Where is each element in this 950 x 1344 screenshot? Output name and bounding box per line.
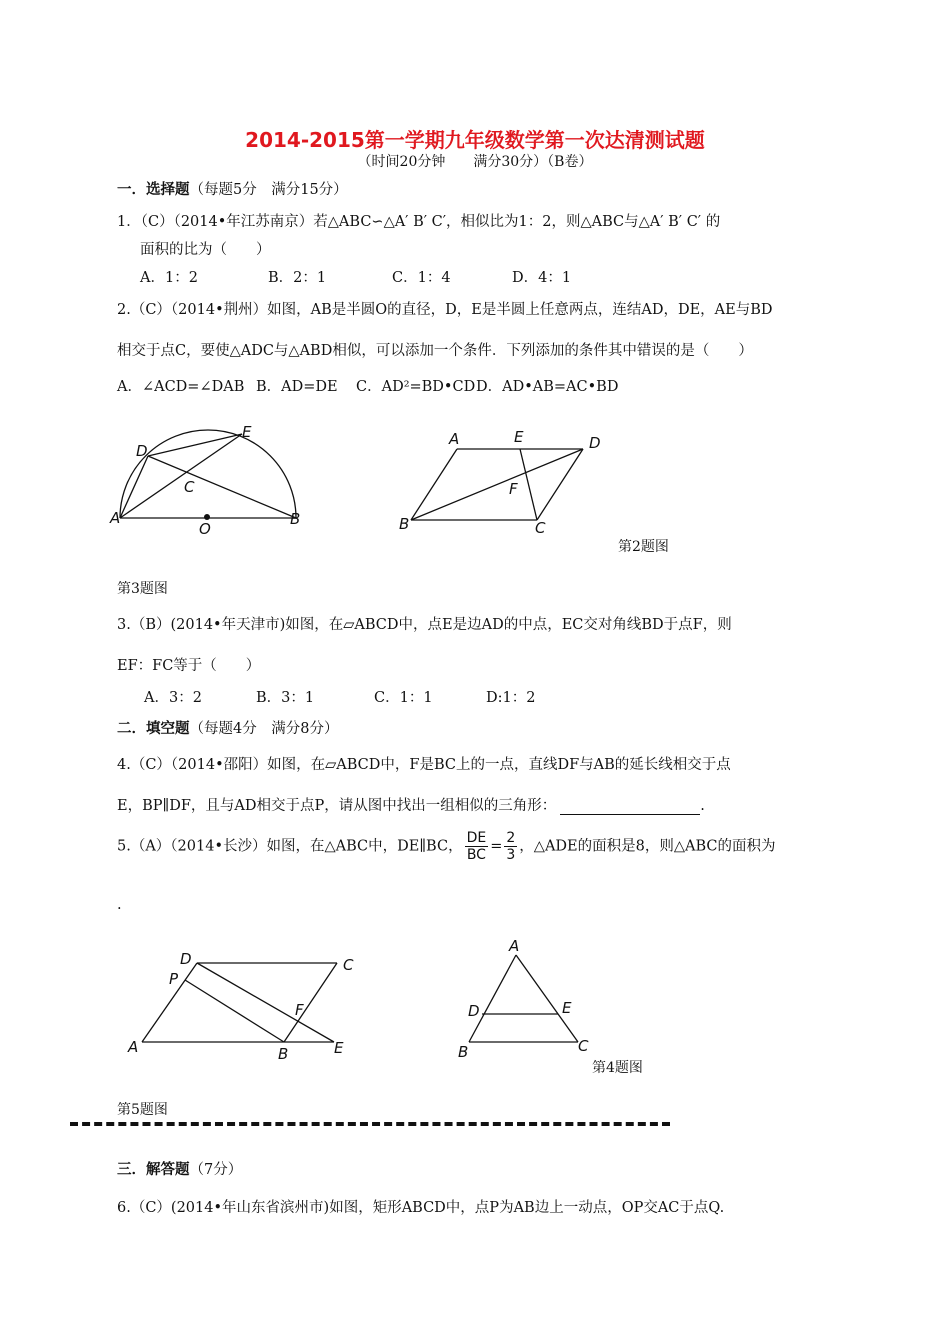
- q5-fraction-de-bc: $\frac{DE}{BC}$: [466, 830, 487, 863]
- label-E: E: [562, 999, 572, 1017]
- label-B: B: [278, 1045, 289, 1063]
- label-D: D: [589, 434, 601, 452]
- section-1-note: （每题5分 满分15分）: [189, 182, 348, 198]
- label-B: B: [290, 510, 301, 528]
- page-title: 2014-2015第一学期九年级数学第一次达清测试题: [245, 128, 705, 152]
- q4-answer-blank[interactable]: [560, 800, 700, 815]
- q4-line2-end: .: [700, 798, 705, 814]
- label-B: B: [458, 1043, 469, 1060]
- q1-option-c: C．1：4: [392, 270, 451, 286]
- label-A: A: [128, 1038, 139, 1056]
- label-A: A: [449, 430, 460, 448]
- section-3-title: 三．解答题: [117, 1161, 190, 1178]
- label-D: D: [136, 442, 148, 460]
- q1-option-b: B．2：1: [268, 270, 327, 286]
- q3-option-c: C．1：1: [374, 690, 433, 706]
- section-2-note: （每题4分 满分8分）: [189, 721, 339, 737]
- page-subtitle: （时间20分钟 满分30分）（B卷）: [357, 154, 593, 170]
- q5-suffix: ，△ADE的面积是8，则△ABC的面积为: [519, 838, 776, 855]
- q2-option-c: C．AD²=BD•CD: [356, 379, 476, 395]
- label-A: A: [509, 937, 520, 955]
- q2-line1: 2.（C）（2014•荆州）如图，AB是半圆O的直径，D，E是半圆上任意两点，连结AD，DE，AE与BD: [117, 302, 773, 318]
- q5-fraction-2-3: $\frac{2}{3}$: [506, 830, 516, 863]
- triangle-figure: [450, 935, 600, 1060]
- fig4-caption: 第4题图: [592, 1060, 643, 1076]
- q5-prefix: 5.（A）（2014•长沙）如图，在△ABC中，DE∥BC，: [117, 838, 463, 855]
- parallelogram-figure-1: [395, 425, 615, 540]
- label-C: C: [184, 478, 195, 496]
- label-E: E: [242, 423, 252, 441]
- label-D: D: [468, 1002, 480, 1020]
- q3-option-d: D:1：2: [486, 690, 536, 706]
- section-1-heading: [117, 178, 348, 199]
- q3-line1: 3.（B）(2014•年天津市)如图，在▱ABCD中，点E是边AD的中点，EC交对角线BD于点F，则: [117, 617, 732, 633]
- q2-option-d: D．AD•AB=AC•BD: [476, 379, 619, 395]
- section-1-title: 一．选择题: [117, 181, 190, 198]
- label-A: A: [110, 509, 121, 527]
- parallelogram-figure-2: [122, 945, 367, 1065]
- section-2-title: 二．填空题: [117, 720, 190, 737]
- q2-option-a: A．∠ACD=∠DAB: [117, 379, 245, 395]
- label-P: P: [169, 970, 179, 988]
- label-C: C: [535, 519, 546, 537]
- q2-option-b: B．AD=DE: [256, 379, 338, 395]
- fig3-caption: 第3题图: [117, 581, 168, 597]
- label-D: D: [180, 950, 192, 968]
- q3-option-b: B．3：1: [256, 690, 315, 706]
- label-O: O: [199, 520, 211, 538]
- q1-line2: 面积的比为（ ）: [140, 242, 271, 258]
- q1-option-d: D．4：1: [512, 270, 572, 286]
- label-E: E: [514, 428, 524, 446]
- q4-line2-text: E，BP∥DF，且与AD相交于点P，请从图中找出一组相似的三角形：: [117, 798, 557, 814]
- q5-line1: [117, 830, 776, 863]
- q4-line1: 4.（C）（2014•邵阳）如图，在▱ABCD中，F是BC上的一点，直线DF与AB的延长线相交于点: [117, 757, 731, 773]
- q3-option-a: A．3：2: [144, 690, 202, 706]
- q1-line1: 1．（C）（2014•年江苏南京）若△ABC∽△A′ B′ C′，相似比为1：2，则△ABC与△A′ B′ C′ 的: [117, 214, 721, 230]
- q5-line2: .: [117, 897, 122, 913]
- section-2-heading: [117, 717, 338, 738]
- section-3-note: （7分）: [189, 1162, 243, 1178]
- q4-line2: [117, 794, 705, 815]
- fig5-caption: 第5题图: [117, 1102, 168, 1118]
- label-F: F: [509, 480, 518, 498]
- label-E: E: [334, 1039, 344, 1057]
- q1-option-a: A．1：2: [140, 270, 198, 286]
- fig2-caption: 第2题图: [618, 539, 669, 555]
- q2-line2: 相交于点C，要使△ADC与△ABD相似，可以添加一个条件．下列添加的条件其中错误的是（ ）: [117, 343, 753, 359]
- q3-line2: EF：FC等于（ ）: [117, 658, 261, 674]
- semicircle-figure: [108, 420, 318, 545]
- label-C: C: [578, 1037, 589, 1055]
- label-B: B: [399, 515, 410, 533]
- cut-line-divider: [70, 1122, 670, 1126]
- q6-line1: 6.（C）(2014•年山东省滨州市)如图，矩形ABCD中，点P为AB边上一动点，OP交AC于点Q.: [117, 1200, 725, 1216]
- label-F: F: [295, 1001, 304, 1019]
- section-3-heading: [117, 1158, 242, 1179]
- q5-equals: =: [490, 838, 503, 855]
- label-C: C: [343, 956, 354, 974]
